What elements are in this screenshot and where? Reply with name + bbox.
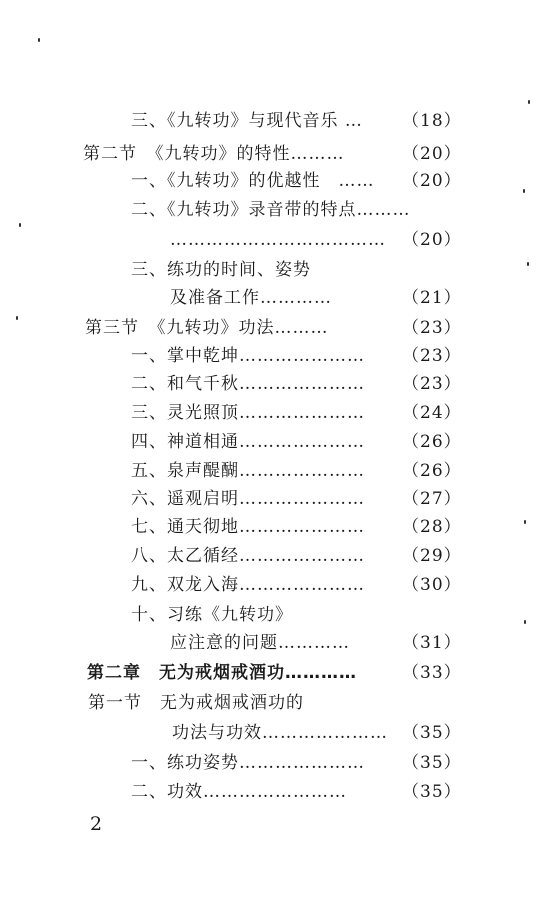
toc-entry: 二、和气千秋………………… <box>131 374 365 394</box>
scan-speck <box>19 223 21 227</box>
toc-entry: 三、《九转功》与现代音乐 … <box>131 111 363 131</box>
scan-speck <box>527 262 529 266</box>
toc-section-heading: 第三节 《九转功》功法……… <box>85 318 329 338</box>
toc-page-ref: （20） <box>402 230 462 250</box>
toc-section-heading: 第一节 无为戒烟戒酒功的 <box>88 693 304 713</box>
scan-speck <box>38 38 40 42</box>
toc-page-ref: （30） <box>402 575 462 595</box>
toc-page-ref: （23） <box>402 318 462 338</box>
toc-entry: 八、太乙循经………………… <box>131 546 365 566</box>
toc-page-ref: （35） <box>402 723 462 743</box>
toc-page-ref: （20） <box>402 171 462 191</box>
toc-entry: 五、泉声醍醐………………… <box>131 461 365 481</box>
toc-entry: 十、习练《九转功》 <box>131 605 293 625</box>
toc-entry: 三、灵光照顶………………… <box>131 403 365 423</box>
toc-page-ref: （21） <box>402 288 462 308</box>
toc-entry: 九、双龙入海………………… <box>131 575 365 595</box>
toc-entry-continuation: 功法与功效………………… <box>172 723 388 743</box>
toc-entry-continuation: 及准备工作………… <box>170 288 332 308</box>
toc-page-ref: （26） <box>402 461 462 481</box>
toc-entry-continuation: ……………………………… <box>170 230 386 250</box>
toc-entry-continuation: 应注意的问题………… <box>170 633 350 653</box>
toc-entry: 二、《九转功》录音带的特点……… <box>131 200 411 220</box>
toc-page-ref: （20） <box>402 144 462 164</box>
toc-page-ref: （33） <box>402 663 462 683</box>
toc-page-ref: （35） <box>402 753 462 773</box>
toc-entry: 一、《九转功》的优越性 …… <box>131 171 375 191</box>
toc-page-ref: （35） <box>402 782 462 802</box>
toc-page-ref: （18） <box>402 111 462 131</box>
toc-page-ref: （24） <box>402 403 462 423</box>
toc-page-ref: （29） <box>402 546 462 566</box>
toc-page-ref: （28） <box>402 517 462 537</box>
toc-page-ref: （23） <box>402 346 462 366</box>
scan-speck <box>524 520 526 524</box>
page-number: 2 <box>90 813 103 835</box>
toc-page-ref: （23） <box>402 374 462 394</box>
toc-page-ref: （26） <box>402 432 462 452</box>
toc-chapter-heading: 第二章 无为戒烟戒酒功………… <box>87 663 357 683</box>
toc-entry: 六、遥观启明………………… <box>131 489 365 509</box>
toc-entry: 三、练功的时间、姿势 <box>131 260 311 280</box>
toc-page-ref: （31） <box>402 633 462 653</box>
scan-speck <box>524 620 526 624</box>
toc-section-heading: 第二节 《九转功》的特性……… <box>83 144 345 164</box>
toc-entry: 四、神道相通………………… <box>131 432 365 452</box>
scan-speck <box>16 316 18 320</box>
toc-entry: 七、通天彻地………………… <box>131 517 365 537</box>
toc-entry: 一、掌中乾坤………………… <box>131 346 365 366</box>
toc-page-ref: （27） <box>402 489 462 509</box>
scan-speck <box>523 189 525 193</box>
toc-entry: 二、功效…………………… <box>131 782 347 802</box>
toc-entry: 一、练功姿势………………… <box>131 753 365 773</box>
scan-speck <box>528 100 530 104</box>
